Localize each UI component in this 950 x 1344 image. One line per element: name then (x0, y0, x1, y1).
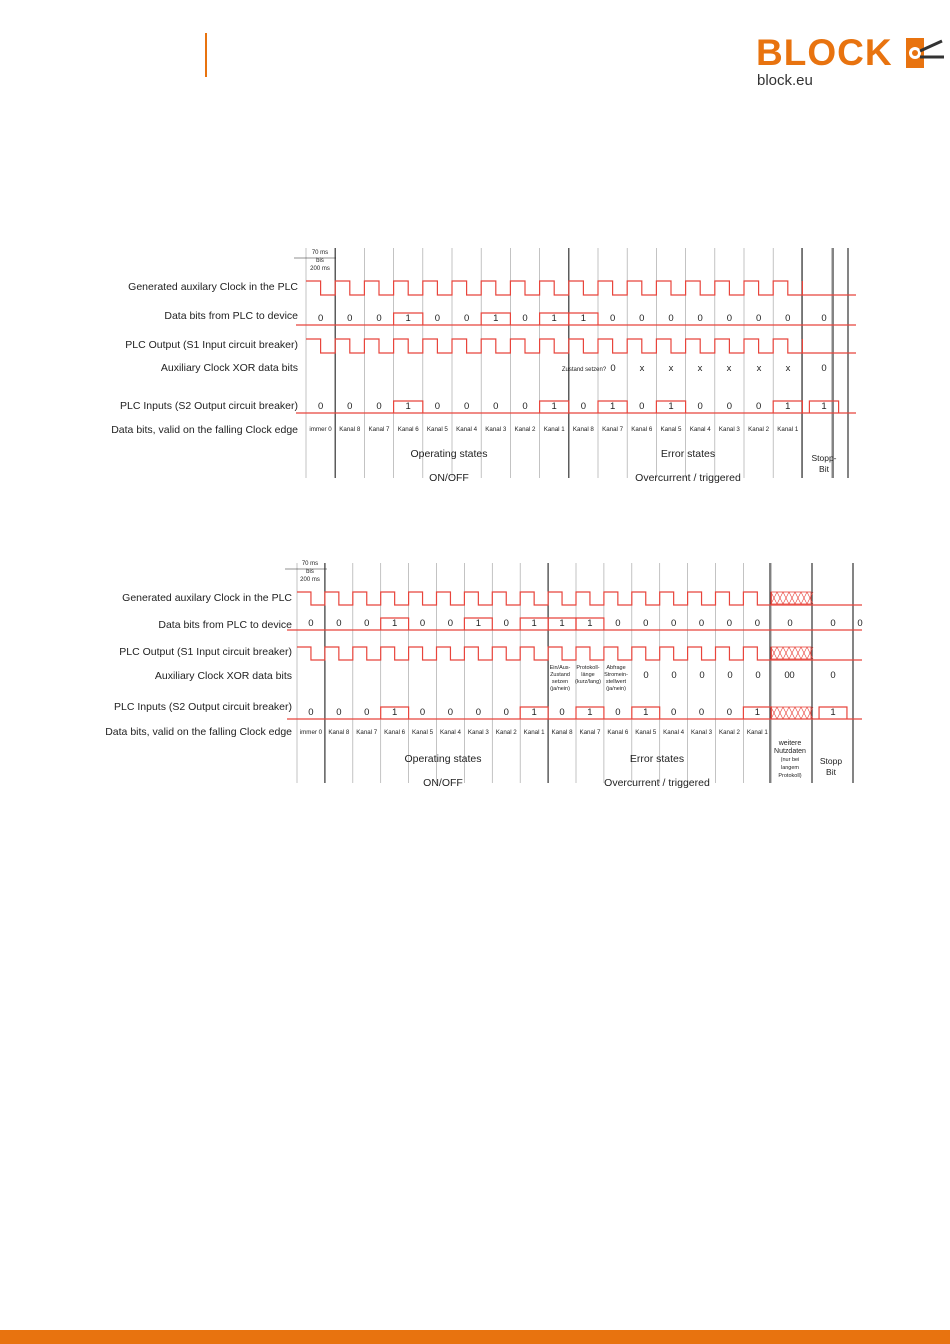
switch-symbol-icon (906, 38, 946, 70)
xor-value: 0 (671, 670, 677, 681)
xor-value: Zustand setzen? (561, 367, 607, 373)
channel-label: Kanal 3 (718, 426, 740, 433)
input-bit-value: 1 (830, 707, 836, 718)
input-bit-value: 0 (522, 401, 528, 412)
channel-label: Kanal 6 (397, 426, 419, 433)
channel-label: Kanal 7 (579, 729, 601, 736)
timing-note: 200 ms (300, 577, 320, 583)
channel-label: Kanal 6 (607, 729, 629, 736)
data-bit-value: 1 (580, 313, 587, 324)
xor-note: Abfrage (606, 665, 626, 671)
input-bit-value: 0 (639, 401, 645, 412)
input-bit-value: 1 (551, 401, 557, 412)
row-label: Data bits from PLC to device (158, 619, 292, 631)
data-bit-value: 0 (447, 618, 454, 629)
channel-label: Kanal 3 (485, 426, 507, 433)
xor-note: Ein/Aus- (549, 665, 571, 671)
timing-diagram-1-svg (0, 240, 950, 490)
data-bit-value: 0 (830, 618, 836, 629)
logo-wordmark: BLOCK (756, 32, 893, 73)
section-on-off: ON/OFF (429, 472, 469, 484)
section-on-off: ON/OFF (423, 777, 463, 789)
data-bit-value: 0 (671, 618, 677, 629)
xor-note: länge (581, 672, 595, 678)
input-bit-value: 0 (475, 707, 481, 718)
extra-data-note: (nur bei (780, 757, 800, 763)
input-bit-value: 0 (308, 707, 314, 718)
input-bit-value: 1 (754, 707, 760, 718)
stop-bit-label: Bit (826, 767, 836, 777)
data-bit-value: 1 (531, 618, 537, 629)
row-label: Auxiliary Clock XOR data bits (154, 670, 292, 682)
data-bit-value: 0 (434, 313, 441, 324)
xor-value: 0 (643, 670, 649, 681)
channel-label: Kanal 1 (746, 729, 768, 736)
channel-label: Kanal 7 (602, 426, 624, 433)
data-bit-value: 0 (419, 618, 426, 629)
input-bit-value: 1 (821, 401, 827, 412)
channel-label: Kanal 2 (748, 426, 770, 433)
section-operating-states: Operating states (404, 753, 482, 765)
input-bit-value: 1 (392, 707, 398, 718)
data-bit-value: 1 (475, 618, 481, 629)
input-bit-value: 1 (587, 707, 593, 718)
data-bit-value: 0 (755, 313, 762, 324)
row-label: Generated auxilary Clock in the PLC (128, 281, 298, 293)
channel-label: Kanal 2 (514, 426, 536, 433)
input-bit-value: 1 (405, 401, 411, 412)
timing-diagram-long-protocol (0, 555, 950, 800)
data-bit-value: 0 (609, 313, 616, 324)
data-bit-value: 0 (347, 313, 353, 324)
channel-label: Kanal 8 (339, 426, 361, 433)
input-bit-value: 0 (434, 401, 441, 412)
section-error-states: Error states (629, 753, 685, 765)
channel-label: Kanal 8 (572, 426, 594, 433)
xor-note: Protokoll- (576, 665, 600, 671)
input-bit-value: 1 (785, 401, 791, 412)
channel-label: Kanal 5 (412, 729, 434, 736)
data-bit-value: 0 (308, 618, 314, 629)
footer-accent-bar (0, 1330, 950, 1344)
input-bit-value: 0 (493, 401, 499, 412)
data-bit-value: 1 (405, 313, 411, 324)
timing-note: 70 ms (311, 250, 329, 256)
xor-value: 0 (610, 363, 616, 374)
channel-label: Kanal 4 (663, 729, 685, 736)
input-bit-value: 0 (317, 401, 324, 412)
xor-value: x (756, 363, 762, 374)
input-bit-value: 0 (503, 707, 509, 718)
logo-url: block.eu (757, 72, 813, 89)
channel-label: Kanal 6 (384, 729, 406, 736)
header-accent-bar (205, 33, 207, 77)
channel-label: Kanal 8 (328, 729, 350, 736)
input-bit-value: 0 (447, 707, 454, 718)
input-bit-value: 1 (609, 401, 616, 412)
xor-note: (kurz/lang) (575, 679, 601, 685)
row-label: PLC Inputs (S2 Output circuit breaker) (114, 701, 292, 713)
data-bit-value: 0 (785, 313, 791, 324)
channel-label: Kanal 5 (635, 729, 657, 736)
row-label: PLC Output (S1 Input circuit breaker) (125, 339, 298, 351)
data-bit-value: 0 (522, 313, 528, 324)
xor-note: Zustand (550, 672, 570, 678)
input-bit-value: 0 (755, 401, 762, 412)
data-bit-value: 0 (726, 313, 733, 324)
xor-note: (ja/nein) (606, 686, 626, 692)
channel-label: Kanal 3 (467, 729, 489, 736)
row-label: Data bits, valid on the falling Clock edge (111, 424, 298, 436)
hatch-box (771, 592, 811, 604)
xor-value: 0 (784, 670, 790, 681)
data-bit-value: 0 (615, 618, 621, 629)
extra-data-note: langem (780, 765, 800, 771)
data-bit-value: 0 (317, 313, 324, 324)
input-bit-value: 1 (643, 707, 649, 718)
timing-note: bis (306, 569, 314, 575)
channel-label: Kanal 5 (660, 426, 682, 433)
channel-label: Kanal 2 (718, 729, 740, 736)
data-bit-value: 1 (587, 618, 593, 629)
extra-data-note: Nutzdaten (774, 748, 806, 755)
data-bit-value: 1 (392, 618, 398, 629)
channel-label: Kanal 1 (543, 426, 565, 433)
data-bit-value: 1 (559, 618, 565, 629)
xor-note: stellwert (605, 679, 627, 685)
xor-note: Stromein- (604, 672, 628, 678)
data-bit-value: 0 (698, 618, 705, 629)
data-bit-value: 0 (376, 313, 382, 324)
input-bit-value: 1 (668, 401, 674, 412)
extra-data-note: Protokoll) (778, 773, 802, 779)
input-bit-value: 0 (463, 401, 470, 412)
xor-value: 0 (821, 363, 827, 374)
block-logo[interactable] (756, 32, 946, 92)
data-bit-value: 0 (787, 618, 793, 629)
input-bit-value: 0 (580, 401, 587, 412)
section-overcurrent: Overcurrent / triggered (604, 777, 710, 789)
input-bit-value: 0 (336, 707, 342, 718)
xor-value: 0 (727, 670, 733, 681)
xor-value: x (785, 363, 791, 374)
data-bit-value: 1 (551, 313, 557, 324)
timing-diagram-2-svg (0, 555, 950, 800)
xor-value: x (697, 363, 703, 374)
row-label: Data bits, valid on the falling Clock edge (105, 726, 292, 738)
channel-label: Kanal 2 (495, 729, 517, 736)
data-bit-value: 0 (503, 618, 509, 629)
input-bit-value: 0 (698, 707, 705, 718)
clock-waveform (306, 281, 856, 295)
plc-output-waveform (306, 339, 856, 353)
data-bit-value: 0 (754, 618, 760, 629)
data-bit-value: 0 (697, 313, 703, 324)
xor-value: x (726, 363, 732, 374)
input-bit-value: 0 (419, 707, 426, 718)
xor-value: 0 (699, 670, 705, 681)
extra-data-note: weitere (778, 740, 802, 747)
data-bit-value: 0 (668, 313, 674, 324)
input-bit-value: 0 (615, 707, 621, 718)
input-bit-value: 0 (726, 401, 733, 412)
data-bit-value: 0 (639, 313, 645, 324)
channel-label: Kanal 8 (551, 729, 573, 736)
channel-label: Kanal 4 (439, 729, 461, 736)
data-bit-value: 1 (493, 313, 499, 324)
data-bit-value: 0 (857, 618, 863, 629)
channel-label: Kanal 1 (523, 729, 545, 736)
data-bit-value: 0 (364, 618, 370, 629)
row-label: Generated auxilary Clock in the PLC (122, 592, 292, 604)
data-bit-value: 0 (643, 618, 649, 629)
timing-diagram-short-protocol (0, 240, 950, 490)
data-bit-value: 0 (726, 618, 733, 629)
stop-bit-label: Bit (819, 464, 829, 474)
input-bit-value: 0 (559, 707, 565, 718)
channel-label: Kanal 6 (631, 426, 653, 433)
data-bit-value: 0 (336, 618, 342, 629)
xor-value: 0 (755, 670, 761, 681)
xor-value: x (668, 363, 674, 374)
timing-note: 70 ms (301, 561, 319, 567)
row-label: PLC Inputs (S2 Output circuit breaker) (120, 400, 298, 412)
input-bit-value: 0 (364, 707, 370, 718)
row-label: Auxiliary Clock XOR data bits (160, 362, 298, 374)
row-label: PLC Output (S1 Input circuit breaker) (119, 646, 292, 658)
data-bit-value: 0 (463, 313, 470, 324)
input-bit-value: 0 (376, 401, 382, 412)
xor-value: x (639, 363, 645, 374)
channel-label: Kanal 7 (356, 729, 378, 736)
channel-label: Kanal 3 (691, 729, 713, 736)
xor-note: setzen (551, 679, 569, 685)
xor-value: 0 (789, 670, 795, 681)
section-error-states: Error states (660, 448, 716, 460)
section-operating-states: Operating states (410, 448, 488, 460)
timing-note: bis (316, 258, 324, 264)
input-bit-value: 0 (671, 707, 677, 718)
input-bit-value: 1 (531, 707, 537, 718)
xor-note: (ja/nein) (550, 686, 570, 692)
channel-label: Kanal 4 (689, 426, 711, 433)
xor-value: 0 (830, 670, 836, 681)
row-label: Data bits from PLC to device (164, 310, 298, 322)
channel-label: immer 0 (299, 729, 323, 736)
section-overcurrent: Overcurrent / triggered (635, 472, 741, 484)
input-bit-value: 0 (697, 401, 703, 412)
data-bit-value: 0 (821, 313, 827, 324)
channel-label: Kanal 1 (777, 426, 799, 433)
hatch-box (771, 707, 811, 719)
input-bit-value: 0 (347, 401, 353, 412)
hatch-box (771, 647, 811, 659)
timing-note: 200 ms (310, 266, 330, 272)
channel-label: immer 0 (309, 426, 332, 433)
channel-label: Kanal 4 (456, 426, 478, 433)
channel-label: Kanal 7 (368, 426, 390, 433)
channel-label: Kanal 5 (426, 426, 448, 433)
stop-bit-label: Stopp (819, 756, 843, 766)
stop-bit-label: Stopp- (811, 453, 837, 463)
input-bit-value: 0 (726, 707, 733, 718)
